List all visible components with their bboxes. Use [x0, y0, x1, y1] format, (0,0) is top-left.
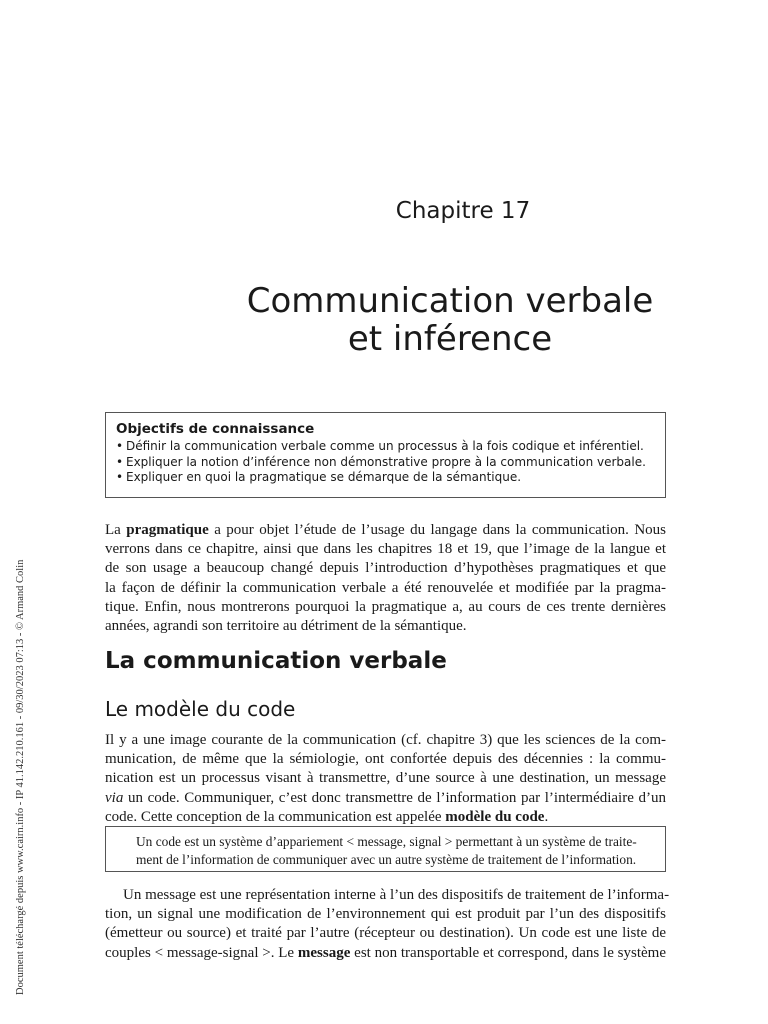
term-message: message — [297, 944, 351, 961]
chapter-number: Chapitre 17 — [395, 198, 531, 224]
chapter-title-line-2: et inférence — [347, 319, 553, 359]
text-line: via un code. Communiquer, c’est donc transmettre de l’information par l’intermédiaire d’un — [105, 789, 666, 806]
text-line: Un code est un système d’appariement < message, signal > permettant à un système de traite- — [136, 834, 637, 849]
bullet-icon: • — [116, 454, 124, 469]
text-line: tion, un signal une modification de l’environnement qui est produit par l’un des dispositifs — [105, 906, 666, 923]
text-line: (émetteur ou source) et traité par l’autre (récepteur ou destination). Un code est une liste de — [105, 925, 666, 942]
text-line: Il y a une image courante de la communication (cf. chapitre 3) que les sciences de la com- — [105, 732, 666, 748]
bullet-icon: • — [116, 439, 124, 453]
text-line: verrons dans ce chapitre, ainsi que dans les chapitres 18 et 19, que l’image de la langue et — [105, 541, 666, 558]
objective-text: Définir la communication verbale comme un processus à la fois codique et inférentiel. — [126, 439, 644, 453]
text-line: de son usage a beaucoup changé depuis l’introduction d’hypothèses pragmatiques et que — [105, 560, 666, 577]
text-line: munication, de même que la sémiologie, ont confortée depuis des décennies : la commu- — [105, 751, 666, 768]
objective-text: Expliquer la notion d’inférence non démonstrative propre à la communication verbale. — [126, 454, 646, 469]
text-line: couples < message-signal >. Le message est non transportable et correspond, dans le système — [105, 944, 666, 961]
chapter-title-line-1: Communication verbale — [246, 281, 654, 321]
section-heading: La communication verbale — [105, 648, 447, 674]
objective-item — [116, 470, 655, 486]
subsection-heading: Le modèle du code — [105, 697, 296, 721]
text-line: code. Cette conception de la communication est appelée modèle du code. — [105, 808, 549, 825]
text-line: Un message est une représentation interne à l’un des dispositifs de traitement de l’informa- — [123, 887, 670, 903]
term-modele-du-code: modèle du code — [445, 808, 545, 825]
objective-text: Expliquer en quoi la pragmatique se démarque de la sémantique. — [126, 470, 522, 484]
text-line: nication est un processus visant à transmettre, d’une source à une destination, un message — [105, 770, 666, 787]
text-line: ment de l’information de communiquer avec un autre système de traitement de l’information. — [136, 852, 637, 867]
code-model-paragraph — [105, 731, 666, 827]
objective-item — [116, 455, 655, 471]
objective-item — [116, 439, 655, 455]
text-line: années, agrandi son territoire au détriment de la sémantique. — [105, 618, 467, 635]
download-watermark: Document téléchargé depuis www.cairn.info - IP 41.142.210.161 - 09/30/2023 07:13 - © Armand Colin — [15, 559, 26, 995]
text-line: tique. Enfin, nous montrerons pourquoi la pragmatique a, au cours de ces trente dernières — [105, 598, 666, 615]
intro-paragraph — [105, 521, 666, 636]
bullet-icon: • — [116, 470, 124, 484]
text-line: La pragmatique a pour objet l’étude de l’usage du langage dans la communication. Nous — [105, 522, 666, 538]
objectives-title: Objectifs de connaissance — [116, 421, 315, 437]
message-paragraph — [105, 886, 670, 963]
chapter-title — [0, 282, 768, 358]
text-line: la façon de définir la communication verbale a été renouvelée et modifiée par la pragma- — [105, 579, 666, 596]
objectives-box — [105, 412, 666, 498]
term-pragmatique: pragmatique — [126, 522, 209, 538]
term-via: via — [105, 789, 124, 806]
definition-box — [105, 826, 666, 872]
